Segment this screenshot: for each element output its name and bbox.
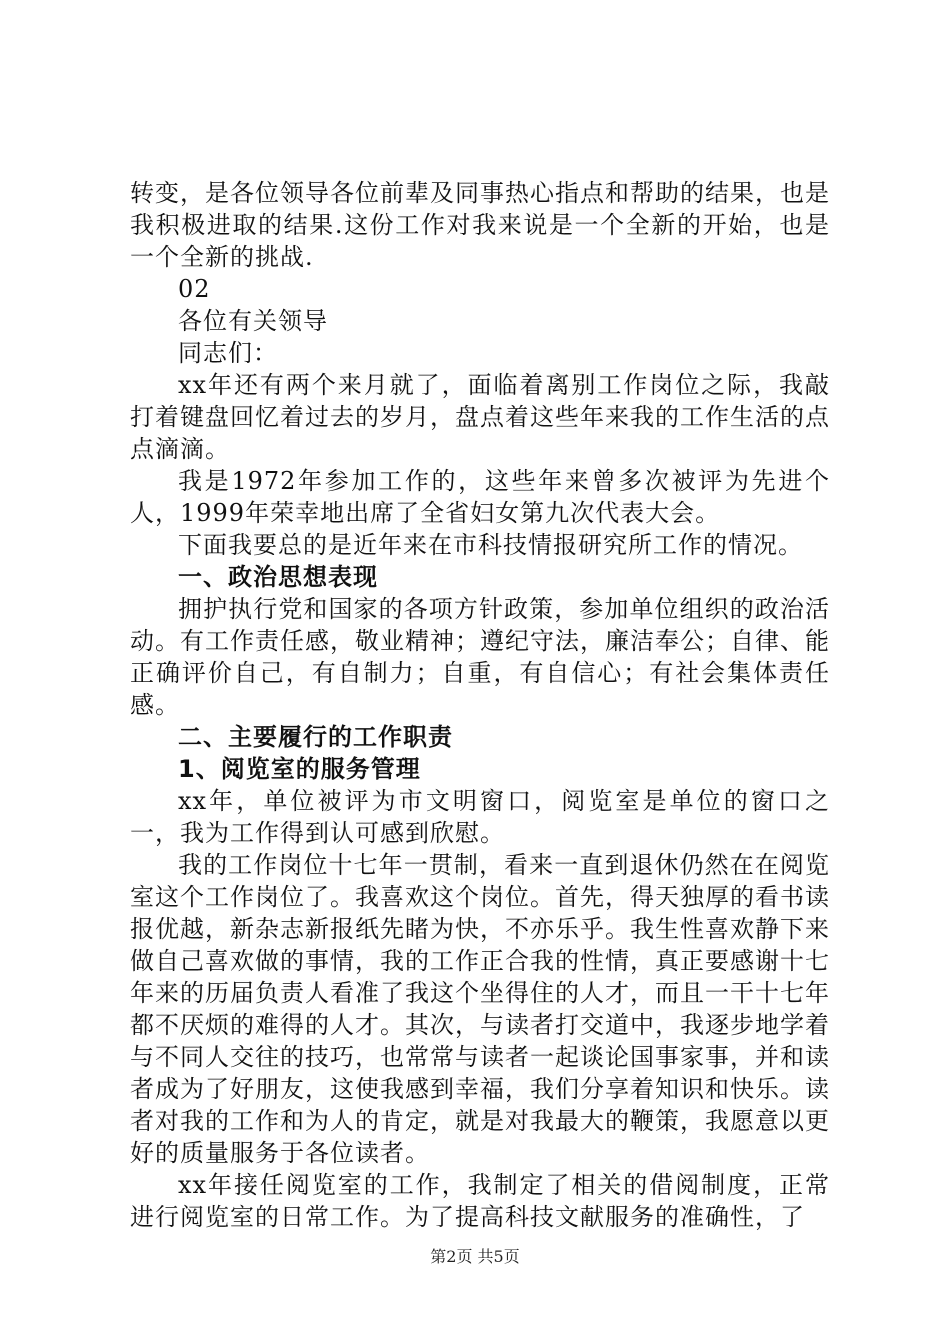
document-body: [130, 177, 830, 1233]
paragraph: xx年还有两个来月就了，面临着离别工作岗位之际，我敲打着键盘回忆着过去的岁月，盘点着这些年来我的工作生活的点点滴滴。: [130, 371, 830, 463]
section-heading: 二、主要履行的工作职责: [178, 723, 453, 751]
paragraph: 下面我要总的是近年来在市科技情报研究所工作的情况。: [178, 531, 803, 559]
section-heading: 一、政治思想表现: [178, 563, 378, 591]
paragraph: 拥护执行党和国家的各项方针政策，参加单位组织的政治活动。有工作责任感，敬业精神；遵纪守法，廉洁奉公；自律、能正确评价自己，有自制力；自重，有自信心；有社会集体责任感。: [130, 595, 830, 719]
paragraph: xx年接任阅览室的工作，我制定了相关的借阅制度，正常进行阅览室的日常工作。为了提高科技文献服务的准确性，了: [130, 1171, 830, 1231]
paragraph: 02: [178, 275, 211, 303]
paragraph: 我的工作岗位十七年一贯制，看来一直到退休仍然在在阅览室这个工作岗位了。我喜欢这个岗位。首先，得天独厚的看书读报优越，新杂志新报纸先睹为快，不亦乐乎。我生性喜欢静下来做自己喜欢做的事情，我的工作正合我的性情，真正要感谢十七年来的历届负责人看准了我这个坐得住的人才，而且一干十七年都不厌烦的难得的人才。其次，与读者打交道中，我逐步地学着与不同人交往的技巧，也常常与读者一起谈论国事家事，并和读者成为了好朋友，这使我感到幸福，我们分享着知识和快乐。读者对我的工作和为人的肯定，就是对我最大的鞭策，我愿意以更好的质量服务于各位读者。: [130, 851, 830, 1167]
subsection-heading: 1、阅览室的服务管理: [178, 755, 421, 783]
salutation: 各位有关领导: [178, 307, 328, 335]
salutation: 同志们：: [178, 339, 278, 367]
page-number-footer: 第2页 共5页: [430, 1247, 520, 1266]
paragraph: xx年，单位被评为市文明窗口，阅览室是单位的窗口之一，我为工作得到认可感到欣慰。: [130, 787, 830, 847]
paragraph: 转变，是各位领导各位前辈及同事热心指点和帮助的结果，也是我积极进取的结果.这份工作对我来说是一个全新的开始，也是一个全新的挑战.: [130, 179, 830, 271]
paragraph: 我是1972年参加工作的，这些年来曾多次被评为先进个人，1999年荣幸地出席了全省妇女第九次代表大会。: [130, 467, 830, 527]
